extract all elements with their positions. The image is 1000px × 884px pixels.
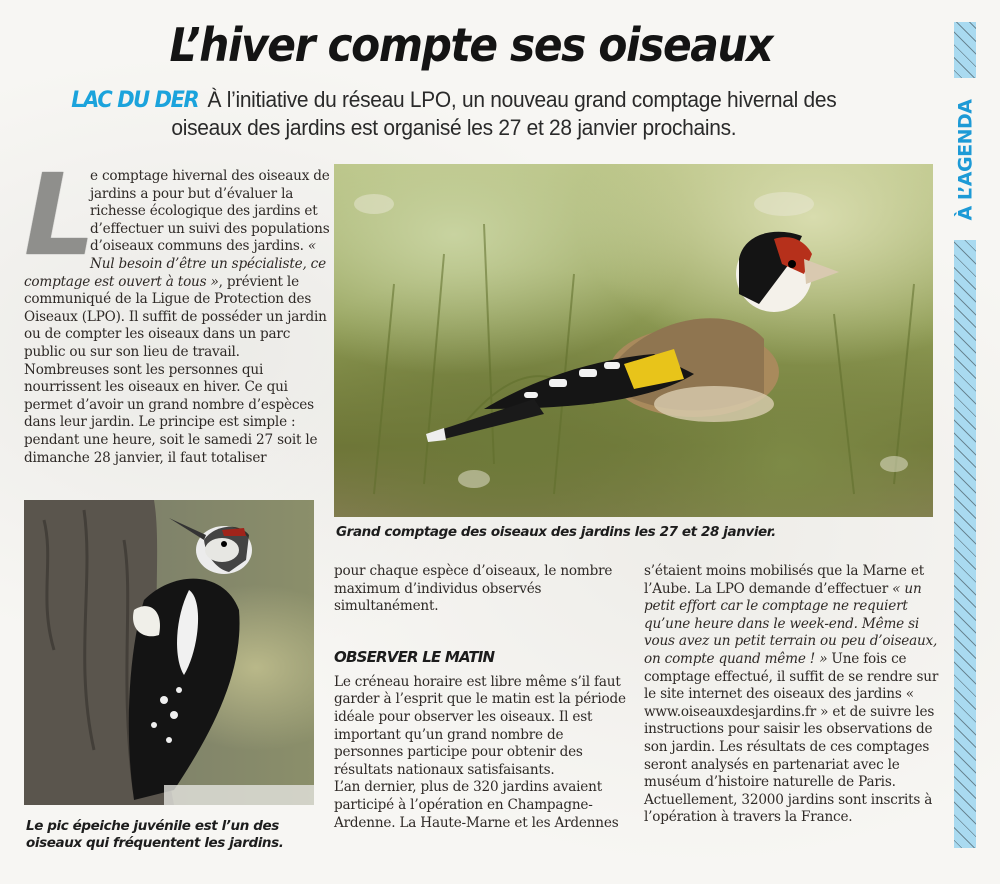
paragraph: Le créneau horaire est libre même s’il faut garder à l’esprit que le matin est la période idéale pour observer les oiseaux. Il est important qu’un grand nombre de personnes participe pour obtenir des résultats nationaux satisfaisants. xyxy=(334,673,626,778)
woodpecker-photo xyxy=(24,500,314,805)
text: s’étaient moins mobilisés que la Marne et l’Aube. La LPO demande d’effectuer xyxy=(644,563,924,597)
goldfinch-caption: Grand comptage des oiseaux des jardins les 27 et 28 janvier. xyxy=(336,524,776,540)
quote: « un petit effort car le comptage ne requiert qu’une heure dans le week-end. Même si vous avez un petit terrain ou peu d’oiseaux, on compte quand même ! » xyxy=(644,580,938,667)
hatch-decoration xyxy=(954,240,976,848)
text: e comptage hivernal des oiseaux de jardins a pour but d’évaluer la richesse écologique des jardins et d’effectuer un suivi des populations d’oiseaux communs des jardins. xyxy=(90,168,330,255)
location-kicker: LAC DU DER xyxy=(71,87,199,113)
text: Une fois ce comptage effectué, il suffit de se rendre sur le site internet des oiseaux des jardins « www.oiseauxdesjardins.fr » et de suivre les instructions pour saisir les observations de son jardin. Les résultats de ces comptages seront analysés en partenariat avec le muséum d’histoire naturelle de Paris. Actuellement, 32000 jardins sont inscrits à l’opération à travers la France. xyxy=(644,650,939,826)
article-column-1 xyxy=(24,151,332,467)
subheading: OBSERVER LE MATIN xyxy=(334,648,495,666)
paragraph: Nombreuses sont les personnes qui nourrissent les oiseaux en hiver. Ce qui permet d’avoir un grand nombre d’espèces dans leur jardin. Le principe est simple : pendant une heure, soit le samedi 27 soit le dimanche 28 janvier, il faut totaliser xyxy=(24,361,318,466)
goldfinch-illustration xyxy=(334,164,933,517)
standfirst xyxy=(40,86,868,141)
hatch-decoration xyxy=(954,22,976,78)
paragraph: L’an dernier, plus de 320 jardins avaient participé à l’opération en Champagne-Ardenne. La Haute-Marne et les Ardennes xyxy=(334,779,619,831)
agenda-label xyxy=(954,82,976,238)
woodpecker-caption: Le pic épeiche juvénile est l’un des oiseaux qui fréquentent les jardins. xyxy=(26,818,284,851)
article-column-2 xyxy=(334,563,630,832)
headline: L’hiver compte ses oiseaux xyxy=(169,18,773,72)
paragraph xyxy=(644,563,944,827)
goldfinch-photo xyxy=(334,164,933,517)
quote: « Nul besoin d’être un spécialiste, ce comptage est ouvert à tous » xyxy=(24,238,326,290)
standfirst-text: À l’initiative du réseau LPO, un nouveau grand comptage hivernal des oiseaux des jardins est organisé les 27 et 28 janvier prochains. xyxy=(171,87,837,140)
article-column-3 xyxy=(644,563,944,827)
section-tab-agenda xyxy=(954,22,976,848)
woodpecker-illustration xyxy=(24,500,314,805)
text: , prévient le communiqué de la Ligue de Protection des Oiseaux (LPO). Il suffit de posséder un jardin ou de compter les oiseaux dans un parc public ou sur son lieu de travail. xyxy=(24,273,327,360)
agenda-label-text: À L’AGENDA xyxy=(954,99,976,221)
drop-cap: L xyxy=(24,151,96,281)
paragraph: pour chaque espèce d’oiseaux, le nombre maximum d’individus observés simultanément. xyxy=(334,563,613,615)
